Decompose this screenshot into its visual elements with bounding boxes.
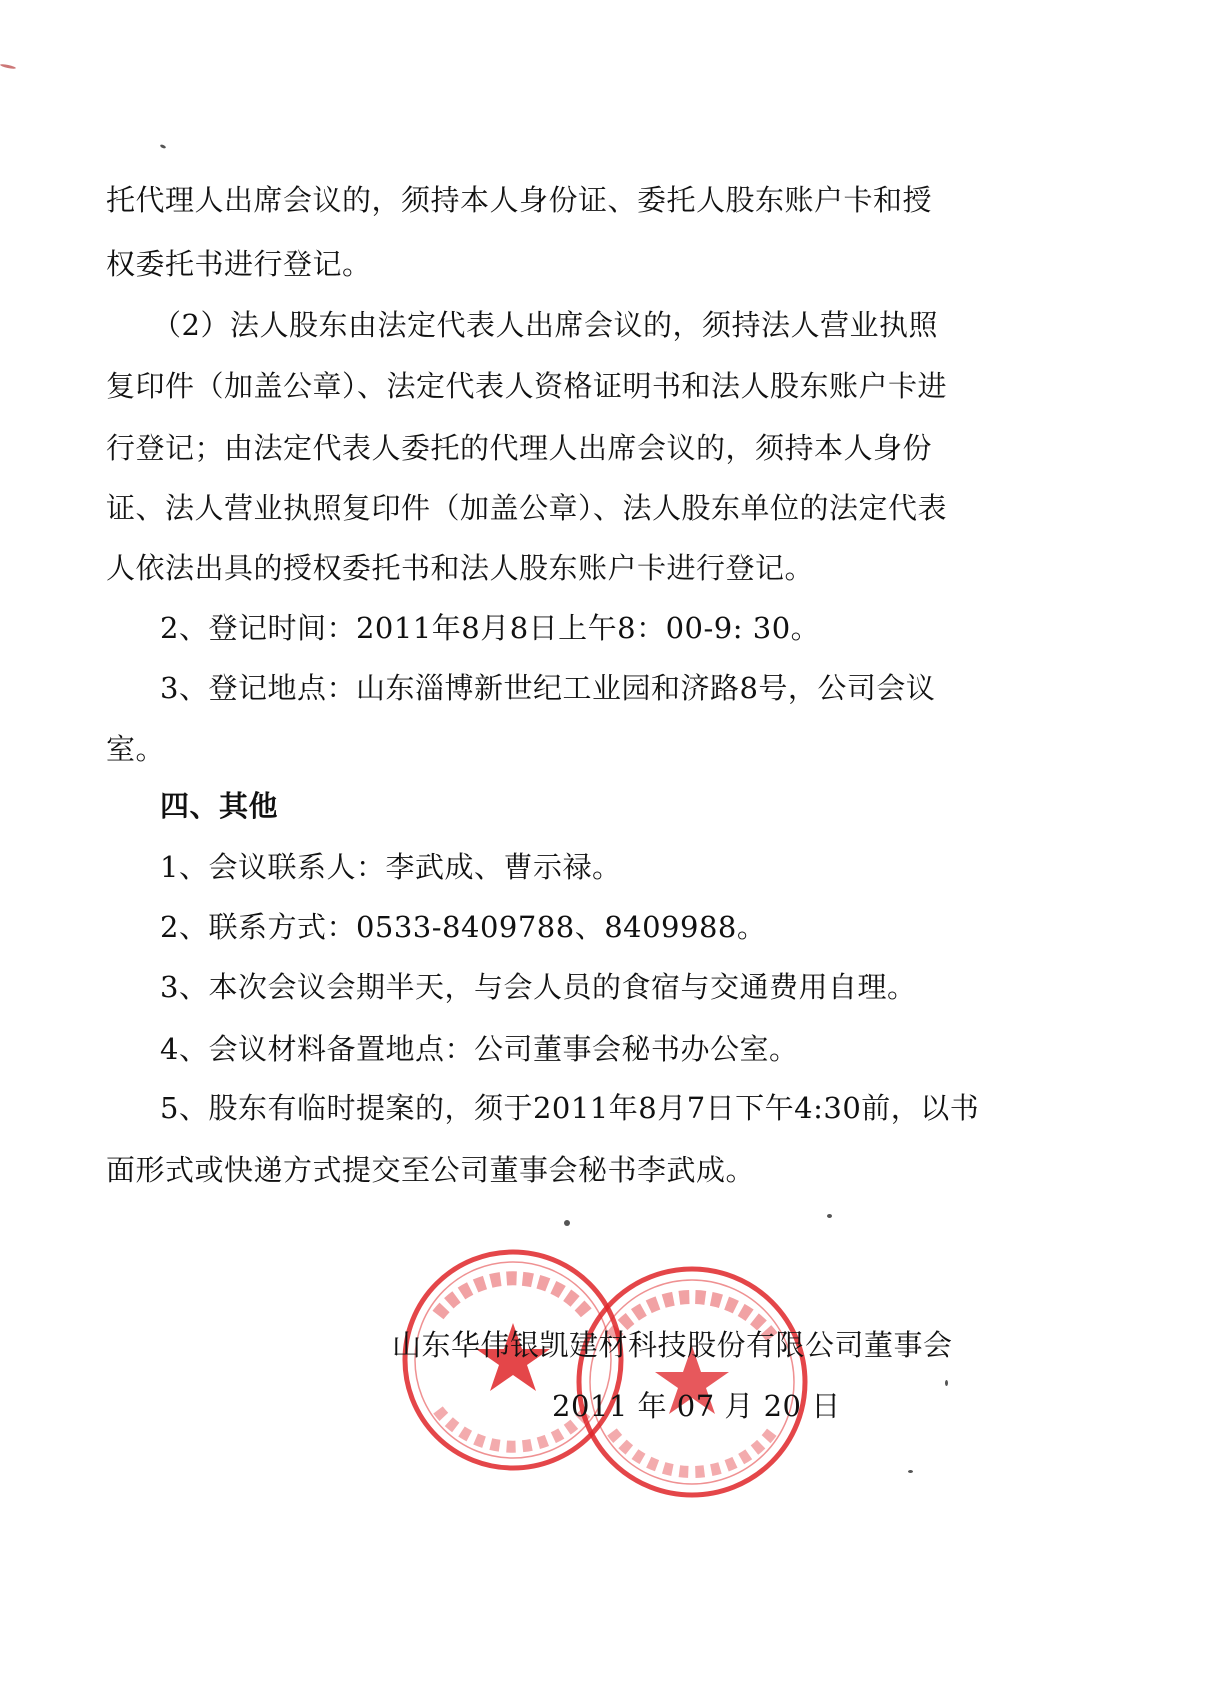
company-seal-right (572, 1262, 812, 1502)
signature-organization: 山东华伟银凯建材科技股份有限公司董事会 (392, 1328, 953, 1362)
body-line-3: （2）法人股东由法定代表人出席会议的，须持法人营业执照 (152, 308, 938, 342)
body-line-6: 证、法人营业执照复印件（加盖公章）、法人股东单位的法定代表 (106, 491, 948, 525)
section-line-2: 2、联系方式：0533-8409788、8409988。 (160, 910, 767, 944)
section-line-5: 5、股东有临时提案的，须于2011年8月7日下午4:30前，以书 (160, 1091, 980, 1125)
scan-speck (564, 1220, 570, 1226)
section-line-4: 4、会议材料备置地点：公司董事会秘书办公室。 (160, 1032, 799, 1066)
section-line-6: 面形式或快递方式提交至公司董事会秘书李武成。 (106, 1153, 756, 1187)
scan-speck (945, 1380, 948, 1386)
body-line-7: 人依法出具的授权委托书和法人股东账户卡进行登记。 (106, 551, 815, 585)
section-heading: 四、其他 (160, 789, 279, 823)
body-line-5: 行登记；由法定代表人委托的代理人出席会议的，须持本人身份 (106, 431, 933, 465)
body-line-4: 复印件（加盖公章）、法定代表人资格证明书和法人股东账户卡进 (106, 369, 948, 403)
scan-speck (827, 1214, 832, 1218)
body-line-1: 托代理人出席会议的，须持本人身份证、委托人股东账户卡和授 (106, 183, 933, 217)
body-line-2: 权委托书进行登记。 (106, 247, 372, 281)
body-line-10: 室。 (106, 732, 166, 766)
body-line-9: 3、登记地点：山东淄博新世纪工业园和济路8号，公司会议 (160, 671, 936, 705)
scan-speck (160, 144, 167, 149)
scan-speck (908, 1470, 913, 1473)
signature-date: 2011 年 07 月 20 日 (552, 1389, 841, 1423)
scan-speck (0, 63, 16, 69)
section-line-3: 3、本次会议会期半天，与会人员的食宿与交通费用自理。 (160, 970, 917, 1004)
body-line-8: 2、登记时间：2011年8月8日上午8：00-9: 30。 (160, 611, 821, 645)
section-line-1: 1、会议联系人：李武成、曹示禄。 (160, 850, 622, 884)
